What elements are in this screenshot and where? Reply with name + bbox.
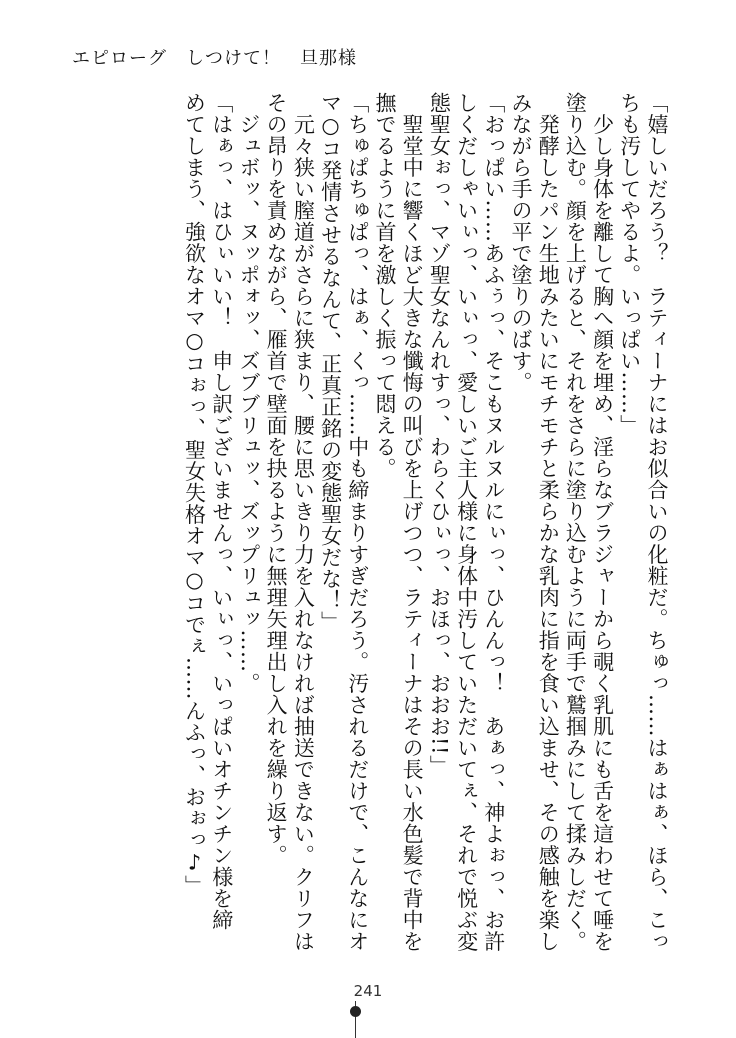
text-line: 「ちゅぱちゅぱっ、はぁ、くっ……中も締まりすぎだろう。汚されるだけで、こんなにオ — [345, 92, 370, 952]
text-line: 発酵したパン生地みたいにモチモチと柔らかな乳肉に指を食い込ませ、その感触を楽し — [536, 92, 561, 952]
text-line: みながら手の平で塗りのばす。 — [508, 92, 533, 393]
text-line: ジュボッ、ヌッポォッ、ズブブリュッ、ズップリュッ……。 — [236, 92, 261, 694]
text-line: 元々狭い膣道がさらに狭まり、腰に思いきり力を入れなければ抽送できない。クリフは — [291, 92, 316, 952]
text-line: 塗り込む。顔を上げると、それをさらに塗り込むように両手で鷲掴みにして揉みしだく。 — [563, 92, 588, 952]
text-line: 「はぁっ、はひぃいい！ 申し訳ございませんっ、いぃっ、いっぱいオチンチン様を締 — [209, 92, 234, 931]
text-line: その昂りを責めながら、雁首で壁面を抉るように無理矢理出し入れを繰り返す。 — [264, 92, 289, 866]
running-header: エピローグ しつけて！ 旦那様 — [72, 48, 357, 69]
text-line: 「嬉しいだろう？ ラティーナにはお似合いの化粧だ。ちゅっ……はぁはぁ、ほら、こっ — [645, 92, 669, 952]
text-line: 少し身体を離して胸へ顔を埋め、淫らなブラジャーから覗く乳肌にも舌を這わせて唾を — [590, 92, 615, 952]
text-line: マ○コ発情させるなんて、正真正銘の変態聖女だな！」 — [318, 92, 343, 633]
body-text — [70, 92, 670, 952]
text-line: ちも汚してやるよ。いっぱい……」 — [617, 92, 642, 436]
text-line: 撫でるように首を激しく振って悶える。 — [372, 92, 397, 479]
text-line: めてしまう、強欲なオマ○コぉっ、聖女失格オマ○コでぇ……んふっ、おぉっ♪」 — [182, 92, 207, 897]
text-line: 「おっぱい……あふぅっ、そこもヌルヌルにぃっ、ひんんっ！ あぁっ、神よぉっ、お許 — [481, 92, 506, 952]
page-marker-dot-icon — [350, 1006, 361, 1017]
text-line: 聖堂中に響くほど大きな懺悔の叫びを上げつつ、ラティーナはその長い水色髪で背中を — [400, 92, 425, 952]
text-line: 態聖女ぉっ、マゾ聖女なんれすっ、わらくひぃっ、おほっ、おおお!!」 — [427, 92, 452, 777]
page-number: 241 — [353, 982, 383, 1000]
text-line: しくだしゃいぃっ、いぃっ、愛しいご主人様に身体中汚していただいてぇ、それで悦ぶ変 — [454, 92, 479, 952]
